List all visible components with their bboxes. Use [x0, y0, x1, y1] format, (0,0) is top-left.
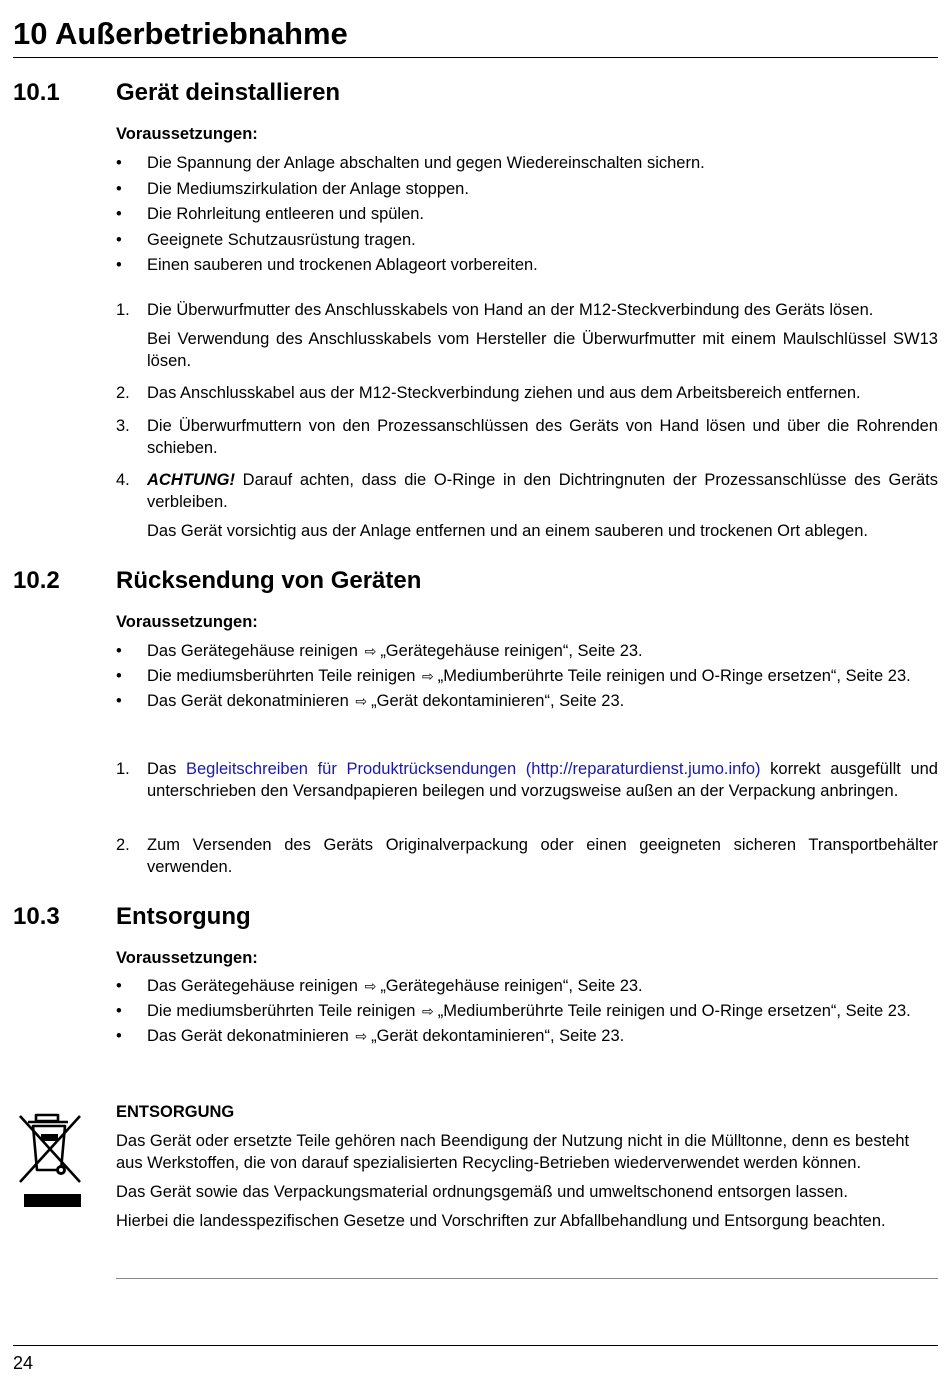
bullet: •	[116, 1027, 122, 1045]
note-paragraph: Das Gerät sowie das Verpackungsmaterial ordnungsgemäß und umweltschonend entsorgen lassen.	[116, 1183, 848, 1201]
list-item: • Die mediumsberührten Teile reinigen ⇨ „Mediumberührte Teile reinigen und O-Ringe ersetzen“, Seite 23.	[116, 1002, 911, 1020]
step-text: ACHTUNG! Darauf achten, dass die O-Ringe in den Dichtringnuten der Prozessanschlüsse des Geräts verbleiben.	[147, 471, 938, 511]
requirements-label: Voraussetzungen:	[116, 125, 258, 143]
section-title: Gerät deinstallieren	[116, 79, 341, 106]
step-number: 2.	[116, 836, 130, 854]
bullet: •	[116, 230, 122, 249]
page-number: 24	[13, 1353, 34, 1373]
section-number: 10.2	[13, 567, 60, 594]
requirements-label: Voraussetzungen:	[116, 949, 258, 967]
section-number: 10.1	[13, 79, 60, 106]
step-1	[116, 758, 938, 802]
bullet: •	[116, 256, 122, 275]
requirements-list	[116, 640, 938, 712]
bullet: •	[116, 692, 122, 710]
list-item: • Das Gerät dekonatminieren ⇨ „Gerät dekontaminieren“, Seite 23.	[116, 1027, 625, 1045]
cross-reference[interactable]: „Gerätegehäuse reinigen“, Seite 23.	[380, 642, 643, 660]
step-2	[116, 382, 938, 404]
list-item: • Geeignete Schutzausrüstung tragen.	[116, 230, 416, 249]
weee-crossed-bin-icon	[16, 1112, 84, 1210]
bullet: •	[116, 1002, 122, 1020]
section-heading-10-2	[13, 566, 421, 596]
section-heading-10-3	[13, 902, 251, 932]
cross-reference[interactable]: „Gerät dekontaminieren“, Seite 23.	[371, 1027, 625, 1045]
step-text: Das Anschlusskabel aus der M12-Steckverbindung ziehen und aus dem Arbeitsbereich entfernen.	[147, 384, 861, 402]
disposal-note	[116, 1101, 938, 1239]
bullet: •	[116, 667, 122, 685]
cross-reference[interactable]: „Mediumberührte Teile reinigen und O-Ringe ersetzen“, Seite 23.	[437, 667, 911, 685]
note-paragraph: Das Gerät oder ersetzte Teile gehören nach Beendigung der Nutzung nicht in die Mülltonne, denn es besteht aus Werkstoffen, die von darauf spezialisierten Recycling-Betrieben wiederverwendet werden können.	[116, 1132, 910, 1172]
section-number: 10.3	[13, 903, 60, 930]
chapter-rule	[13, 57, 938, 58]
cross-reference[interactable]: „Gerät dekontaminieren“, Seite 23.	[371, 692, 625, 710]
note-paragraph: Hierbei die landesspezifischen Gesetze und Vorschriften zur Abfallbehandlung und Entsorgung beachten.	[116, 1212, 886, 1230]
note-title: ENTSORGUNG	[116, 1103, 235, 1121]
step-text: Die Überwurfmutter des Anschlusskabels von Hand an der M12-Steckverbindung des Geräts lösen.	[147, 301, 874, 319]
step-1	[116, 299, 938, 321]
step-number: 2.	[116, 384, 130, 402]
step-text: Zum Versenden des Geräts Originalverpackung oder einen geeigneten sicheren Transportbehälter verwenden.	[147, 836, 938, 876]
return-form-link[interactable]: Begleitschreiben für Produktrücksendungen (http://reparaturdienst.jumo.info)	[185, 760, 761, 778]
section-heading-10-1	[13, 78, 340, 108]
list-item: • Die Mediumszirkulation der Anlage stoppen.	[116, 179, 469, 198]
cross-reference[interactable]: „Gerätegehäuse reinigen“, Seite 23.	[380, 977, 643, 995]
bullet: •	[116, 179, 122, 198]
step-number: 1.	[116, 760, 130, 778]
cross-reference-arrow-icon: ⇨	[364, 643, 377, 659]
list-item: • Das Gerätegehäuse reinigen ⇨ „Gerätegehäuse reinigen“, Seite 23.	[116, 642, 643, 660]
list-item: • Die Rohrleitung entleeren und spülen.	[116, 205, 425, 224]
note-rule	[116, 1278, 938, 1279]
cross-reference-arrow-icon: ⇨	[355, 1028, 368, 1044]
step-number: 4.	[116, 471, 130, 489]
requirements-list	[116, 975, 938, 1047]
list-item: • Die Spannung der Anlage abschalten und gegen Wiedereinschalten sichern.	[116, 154, 705, 172]
bullet: •	[116, 642, 122, 660]
cross-reference-arrow-icon: ⇨	[422, 668, 434, 684]
bullet: •	[116, 154, 122, 172]
cross-reference-arrow-icon: ⇨	[422, 1003, 434, 1019]
footer-rule	[13, 1345, 938, 1346]
section-title: Entsorgung	[116, 903, 251, 930]
chapter-title: 10 Außerbetriebnahme	[13, 16, 348, 51]
list-item: • Das Gerätegehäuse reinigen ⇨ „Gerätegehäuse reinigen“, Seite 23.	[116, 977, 643, 995]
cross-reference-arrow-icon: ⇨	[355, 693, 368, 709]
list-item: • Das Gerät dekonatminieren ⇨ „Gerät dekontaminieren“, Seite 23.	[116, 692, 625, 710]
section-title: Rücksendung von Geräten	[116, 567, 422, 594]
step-3	[116, 415, 938, 459]
step-2	[116, 834, 938, 878]
list-item: • Die mediumsberührten Teile reinigen ⇨ „Mediumberührte Teile reinigen und O-Ringe ersetzen“, Seite 23.	[116, 667, 911, 685]
requirements-label: Voraussetzungen:	[116, 613, 258, 631]
step-number: 1.	[116, 301, 130, 319]
step-1-detail: Bei Verwendung des Anschlusskabels vom Hersteller die Überwurfmutter mit einem Maulschlüssel SW13 lösen.	[147, 330, 938, 370]
requirements-list	[116, 152, 938, 276]
cross-reference-arrow-icon: ⇨	[364, 978, 377, 994]
warning-label: ACHTUNG!	[147, 471, 235, 489]
bullet: •	[116, 205, 122, 224]
step-text: Die Überwurfmuttern von den Prozessanschlüssen des Geräts von Hand lösen und über die Rohrenden schieben.	[147, 417, 938, 457]
bullet: •	[116, 977, 122, 995]
cross-reference[interactable]: „Mediumberührte Teile reinigen und O-Ringe ersetzen“, Seite 23.	[437, 1002, 911, 1020]
step-text: Das Begleitschreiben für Produktrücksendungen (http://reparaturdienst.jumo.info) korrekt ausgefüllt und unterschrieben den Versandpapieren beilegen und vorzugsweise außen an der Verpackung anbringen.	[147, 760, 938, 800]
step-4	[116, 469, 938, 513]
list-item: • Einen sauberen und trockenen Ablageort vorbereiten.	[116, 256, 538, 275]
step-4-detail: Das Gerät vorsichtig aus der Anlage entfernen und an einem sauberen und trockenen Ort ablegen.	[147, 522, 868, 540]
step-number: 3.	[116, 417, 130, 435]
